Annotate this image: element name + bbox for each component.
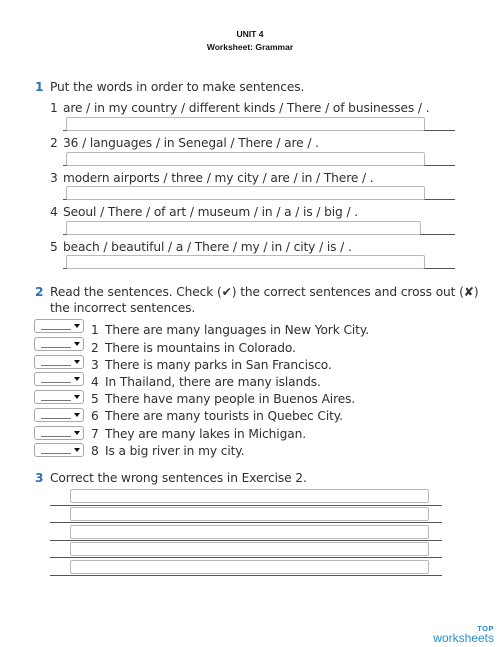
- ex2-sentence: In Thailand, there are many islands.: [105, 375, 321, 389]
- ex1-item-number: 2: [50, 136, 58, 150]
- ex1-item-number: 4: [50, 205, 58, 219]
- logo-top: TOP: [477, 624, 494, 633]
- chevron-down-icon: [74, 377, 80, 381]
- chevron-down-icon: [74, 448, 80, 452]
- chevron-down-icon: [74, 413, 80, 417]
- ex2-sentence: There are many tourists in Quebec City.: [105, 409, 343, 423]
- answer-input-1[interactable]: [66, 117, 425, 131]
- ex2-sentence: There are many languages in New York City.: [105, 323, 369, 337]
- ex1-item-text: modern airports / three / my city / are / in / There / .: [63, 171, 374, 185]
- ex2-sentence: There have many people in Buenos Aires.: [105, 392, 356, 406]
- ex1-item-number: 5: [50, 240, 58, 254]
- exercise-1-number: 1: [35, 80, 44, 94]
- ex2-item-number: 7: [91, 427, 99, 441]
- check-dropdown-1[interactable]: [34, 319, 84, 333]
- ex2-sentence: There is mountains in Colorado.: [105, 341, 296, 355]
- answer-input-4[interactable]: [66, 221, 421, 235]
- exercise-3-instruction: Correct the wrong sentences in Exercise 2.: [50, 471, 307, 485]
- ex2-sentence: Is a big river in my city.: [105, 444, 245, 458]
- chevron-down-icon: [74, 342, 80, 346]
- check-dropdown-7[interactable]: [34, 426, 84, 440]
- answer-input-3[interactable]: [66, 186, 425, 200]
- ex2-sentence: There is many parks in San Francisco.: [105, 358, 332, 372]
- chevron-down-icon: [74, 431, 80, 435]
- ex1-item-number: 1: [50, 101, 58, 115]
- check-dropdown-5[interactable]: [34, 390, 84, 404]
- answer-line: [50, 575, 442, 576]
- ex2-item-number: 1: [91, 323, 99, 337]
- answer-line: [50, 557, 442, 558]
- ex1-item-text: beach / beautiful / a / There / my / in / city / is / .: [63, 240, 352, 254]
- correction-input-1[interactable]: [70, 489, 429, 503]
- chevron-down-icon: [74, 395, 80, 399]
- worksheet-subtitle: Worksheet: Grammar: [206, 42, 294, 52]
- exercise-2-number: 2: [35, 285, 44, 299]
- exercise-3-number: 3: [35, 471, 44, 485]
- answer-line: [50, 540, 442, 541]
- ex2-sentence: They are many lakes in Michigan.: [105, 427, 306, 441]
- check-dropdown-4[interactable]: [34, 372, 84, 386]
- ex1-item-text: are / in my country / different kinds / There / of businesses / .: [63, 101, 430, 115]
- correction-input-4[interactable]: [70, 542, 429, 556]
- check-dropdown-6[interactable]: [34, 408, 84, 422]
- ex1-item-text: Seoul / There / of art / museum / in / a / is / big / .: [63, 205, 359, 219]
- exercise-2-instruction: Read the sentences. Check (✔) the correct sentences and cross out (✘): [50, 285, 479, 299]
- check-dropdown-8[interactable]: [34, 443, 84, 457]
- ex1-item-text: 36 / languages / in Senegal / There / are / .: [63, 136, 319, 150]
- correction-input-5[interactable]: [70, 560, 429, 574]
- answer-input-5[interactable]: [66, 255, 425, 269]
- check-dropdown-3[interactable]: [34, 355, 84, 369]
- ex2-item-number: 6: [91, 409, 99, 423]
- check-dropdown-2[interactable]: [34, 337, 84, 351]
- ex2-item-number: 2: [91, 341, 99, 355]
- logo-worksheets: worksheets: [433, 631, 494, 645]
- chevron-down-icon: [74, 324, 80, 328]
- ex1-item-number: 3: [50, 171, 58, 185]
- chevron-down-icon: [74, 360, 80, 364]
- ex2-item-number: 4: [91, 375, 99, 389]
- answer-line: [50, 522, 442, 523]
- ex2-item-number: 3: [91, 358, 99, 372]
- answer-input-2[interactable]: [66, 152, 425, 166]
- exercise-2-instruction-cont: the incorrect sentences.: [50, 301, 196, 315]
- correction-input-2[interactable]: [70, 507, 429, 521]
- answer-line: [50, 505, 442, 506]
- unit-title: UNIT 4: [236, 29, 264, 39]
- exercise-1-instruction: Put the words in order to make sentences.: [50, 80, 305, 94]
- ex2-item-number: 8: [91, 444, 99, 458]
- correction-input-3[interactable]: [70, 525, 429, 539]
- ex2-item-number: 5: [91, 392, 99, 406]
